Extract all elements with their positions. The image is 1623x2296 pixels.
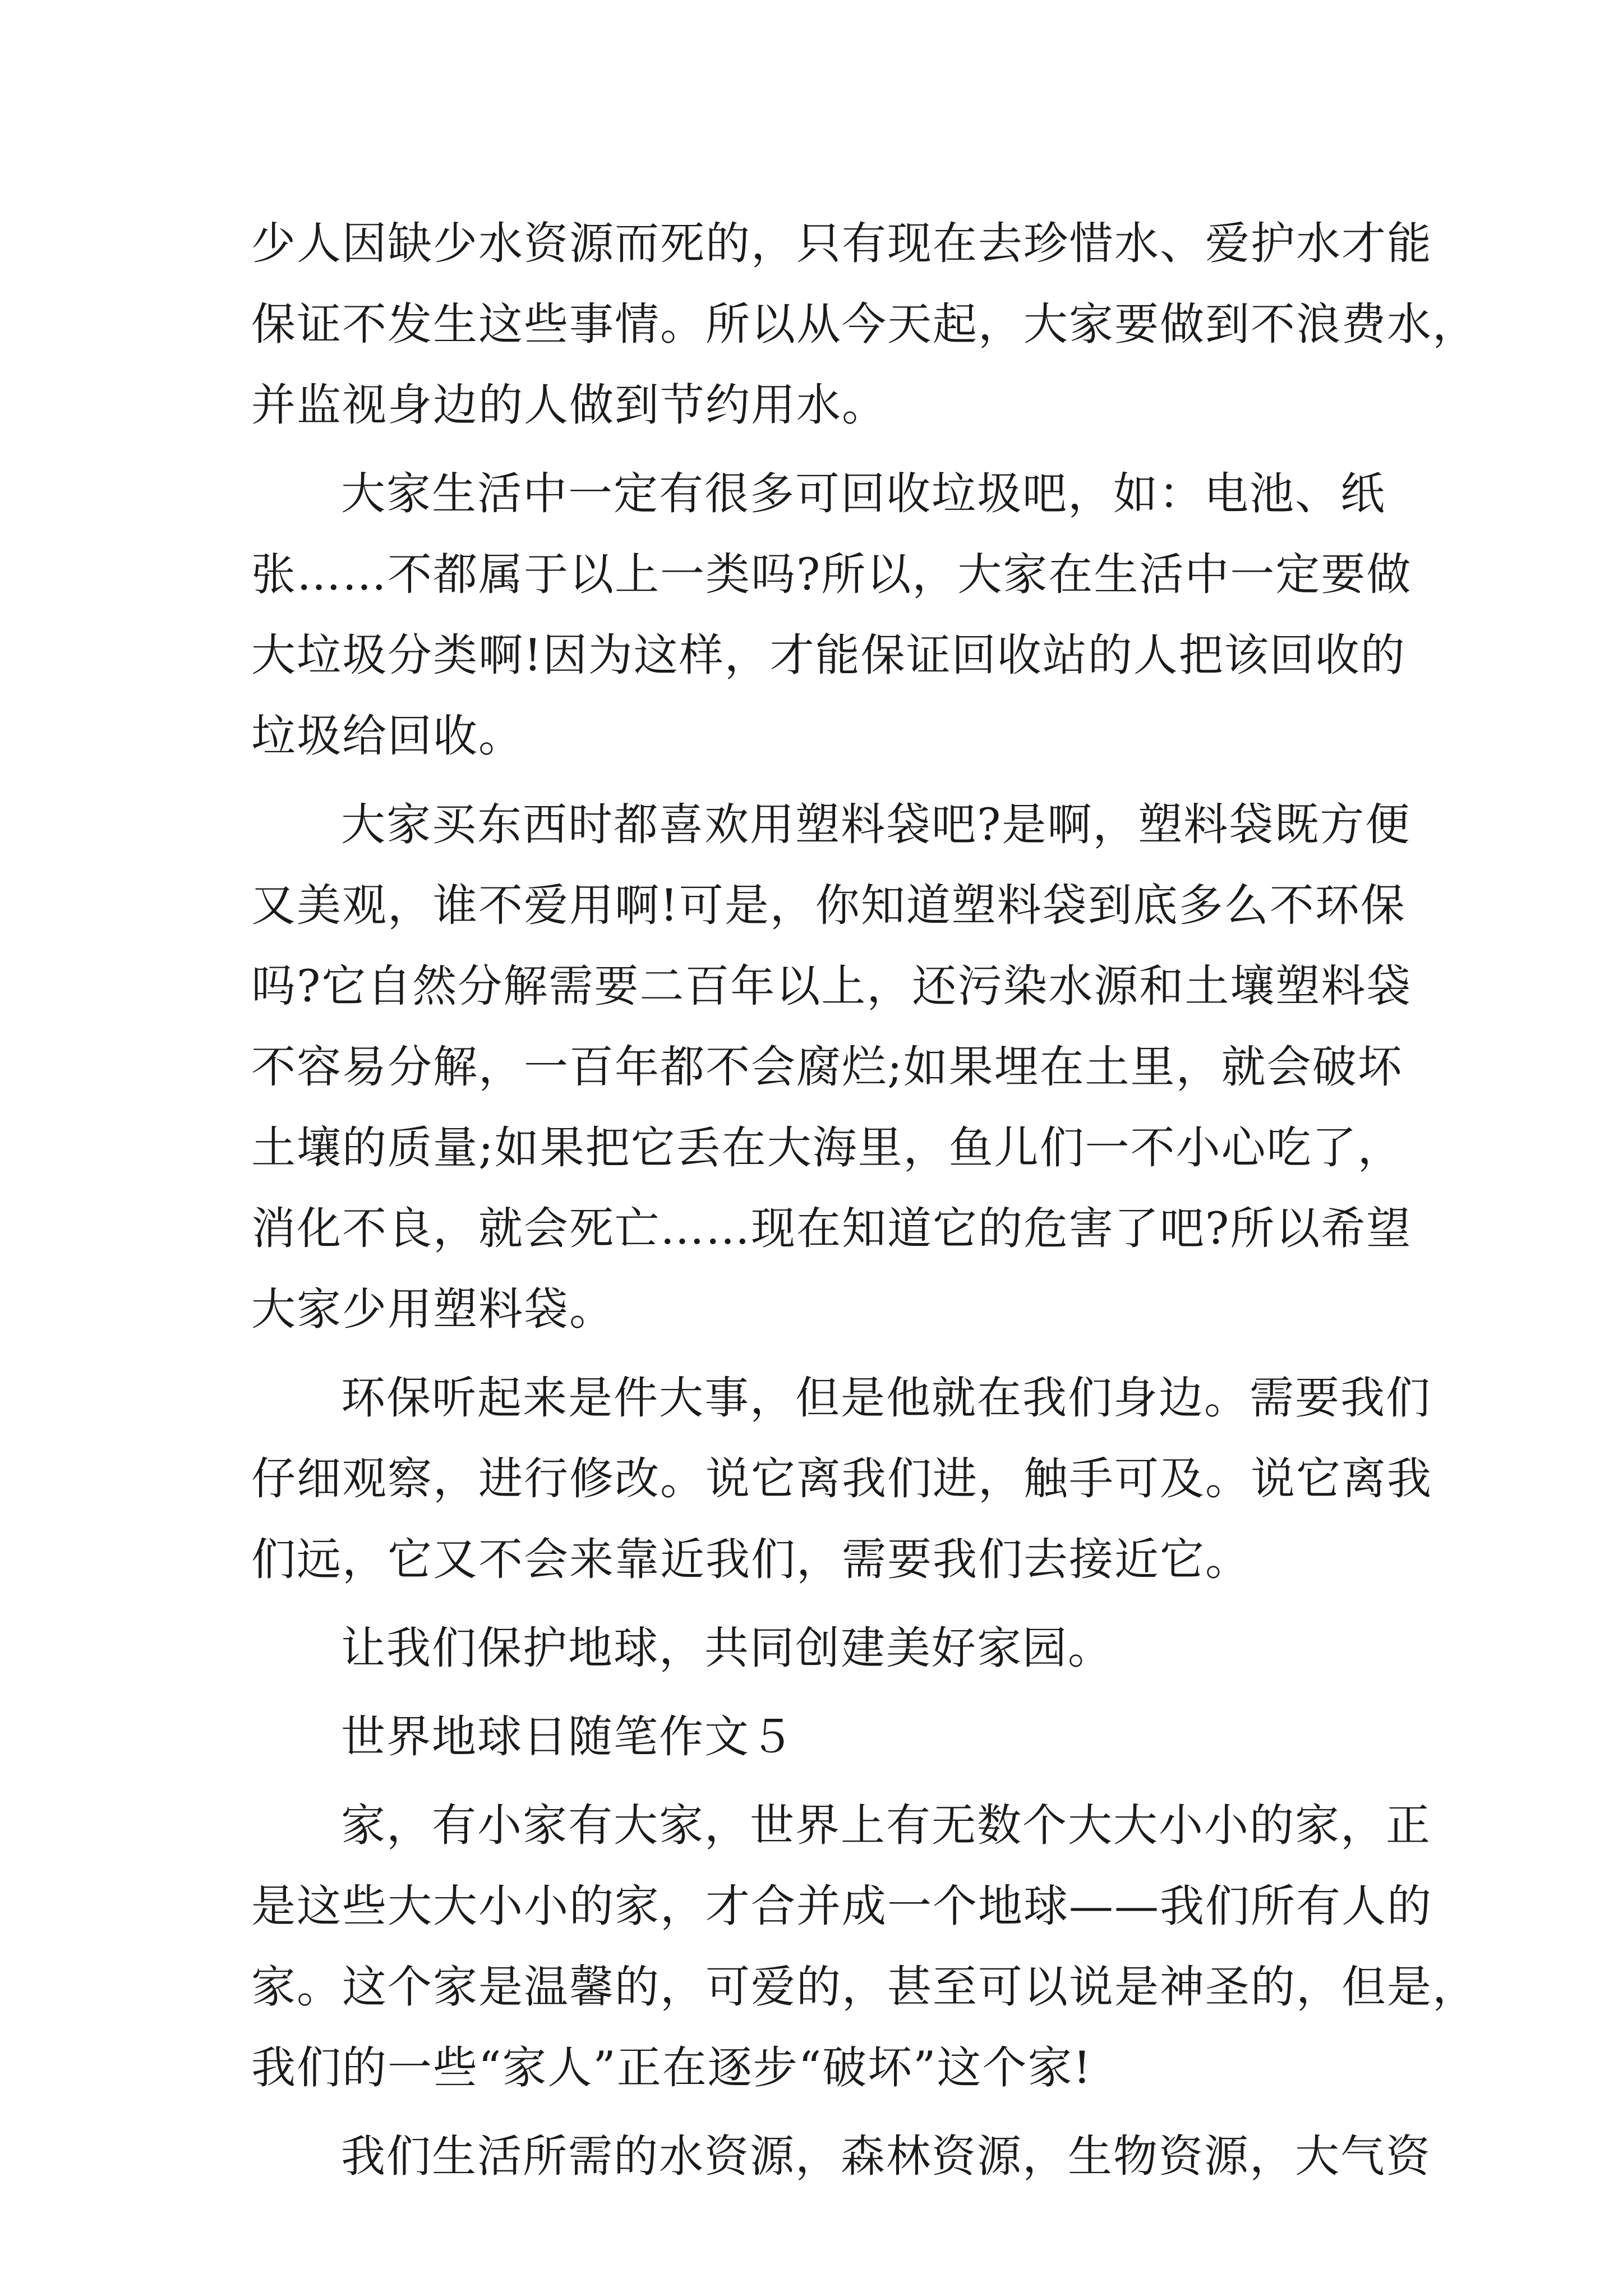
section-heading: 世界地球日随笔作文５ xyxy=(341,1711,795,1763)
text-line: 张……不都属于以上一类吗?所以，大家在生活中一定要做 xyxy=(251,549,1412,600)
text-line: 我们生活所需的水资源，森林资源，生物资源，大气资 xyxy=(341,2131,1431,2182)
text-line: 保证不发生这些事情。所以从今天起，大家要做到不浪费水， xyxy=(251,298,1478,350)
text-line: 们远，它又不会来靠近我们，需要我们去接近它。 xyxy=(251,1534,1251,1585)
text-line: 大垃圾分类啊!因为这样，才能保证回收站的人把该回收的 xyxy=(251,629,1406,681)
text-line: 并监视身边的人做到节约用水。 xyxy=(251,379,887,431)
text-line: 仔细观察，进行修改。说它离我们进，触手可及。说它离我 xyxy=(251,1453,1432,1504)
document-body xyxy=(251,203,1478,2197)
text-line: 家，有小家有大家，世界上有无数个大大小小的家，正 xyxy=(341,1800,1431,1851)
text-line: 大家少用塑料袋。 xyxy=(251,1283,615,1335)
text-line: 大家买东西时都喜欢用塑料袋吧?是啊，塑料袋既方便 xyxy=(341,799,1411,850)
text-line: 大家生活中一定有很多可回收垃圾吧，如：电池、纸 xyxy=(341,468,1386,519)
text-line: 家。这个家是温馨的，可爱的，甚至可以说是神圣的，但是， xyxy=(251,1961,1478,2013)
text-line: 又美观，谁不爱用啊!可是，你知道塑料袋到底多么不环保 xyxy=(251,880,1406,931)
text-line: 让我们保护地球，共同创建美好家园。 xyxy=(341,1622,1113,1674)
text-line: 不容易分解，一百年都不会腐烂;如果埋在土里，就会破坏 xyxy=(251,1041,1403,1093)
text-line: 消化不良，就会死亡……现在知道它的危害了吧?所以希望 xyxy=(251,1203,1412,1254)
text-line: 是这些大大小小的家，才合并成一个地球——我们所有人的 xyxy=(251,1880,1432,1932)
text-line: 垃圾给回收。 xyxy=(251,710,524,762)
text-line: 环保听起来是件大事，但是他就在我们身边。需要我们 xyxy=(341,1372,1431,1424)
text-line: 土壤的质量;如果把它丢在大海里，鱼儿们一不小心吃了， xyxy=(251,1122,1403,1174)
text-line: 吗?它自然分解需要二百年以上，还污染水源和土壤塑料袋 xyxy=(251,960,1412,1012)
text-line: 我们的一些“家人”正在逐步“破坏”这个家! xyxy=(251,2042,1092,2093)
text-line: 少人因缺少水资源而死的，只有现在去珍惜水、爱护水才能 xyxy=(251,218,1432,269)
